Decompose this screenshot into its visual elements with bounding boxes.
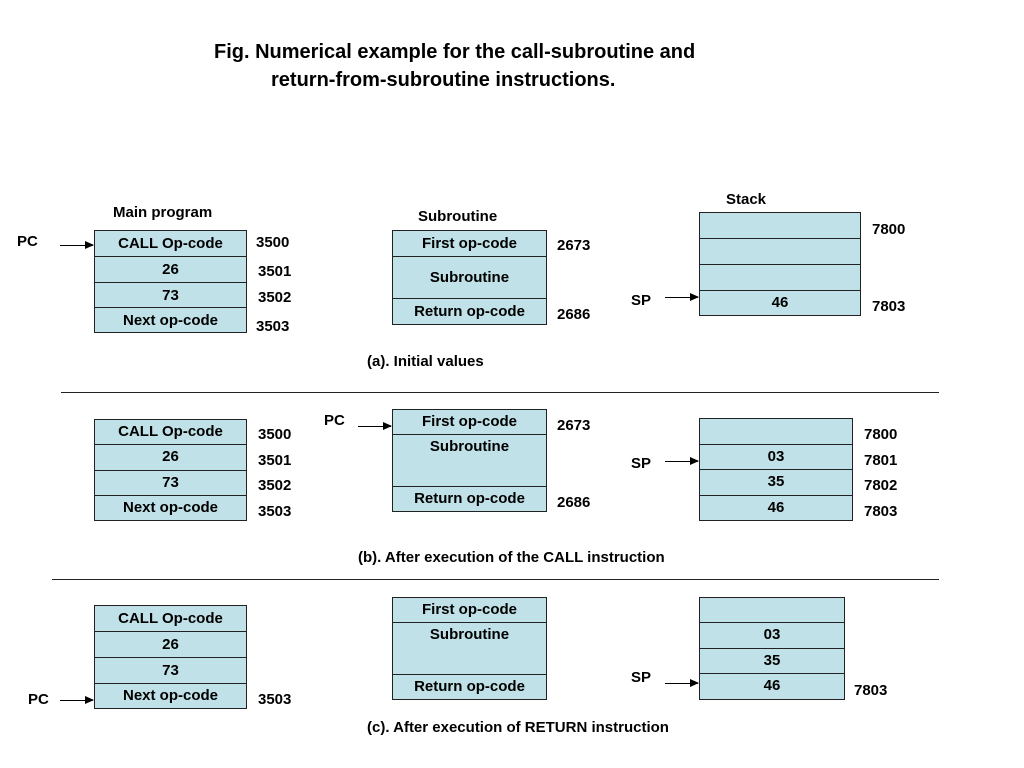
stack-address-7803: 7803 (864, 503, 898, 520)
sub-cell-first: First op-code (392, 597, 547, 623)
caption-a: (a). Initial values (367, 353, 484, 370)
main-cell-73: 73 (94, 282, 247, 309)
address-2686: 2686 (557, 306, 591, 323)
sub-cell-first: First op-code (392, 230, 547, 257)
sp-label: SP (631, 669, 652, 686)
stack-address-7802: 7802 (864, 477, 898, 494)
main-program-heading: Main program (113, 204, 213, 221)
main-cell-call: CALL Op-code (94, 230, 247, 257)
address-3503: 3503 (258, 691, 292, 708)
stack-cell: 35 (699, 648, 845, 674)
stack-cell (699, 264, 861, 291)
sub-cell-return: Return op-code (392, 674, 547, 700)
address-3501: 3501 (258, 452, 292, 469)
sp-arrow (665, 683, 698, 684)
sub-cell-return: Return op-code (392, 486, 547, 512)
stack-cell: 46 (699, 290, 861, 316)
stack-cell: 35 (699, 469, 853, 496)
main-cell-73: 73 (94, 657, 247, 684)
stack-address-7800: 7800 (872, 221, 906, 238)
sp-label: SP (631, 292, 652, 309)
sp-arrow (665, 297, 698, 298)
address-3503: 3503 (258, 503, 292, 520)
stack-cell: 03 (699, 622, 845, 649)
sp-arrow (665, 461, 698, 462)
pc-label: PC (17, 233, 38, 250)
pc-arrow (60, 245, 93, 246)
stack-cell (699, 238, 861, 265)
address-2686: 2686 (557, 494, 591, 511)
stack-cell: 03 (699, 444, 853, 470)
stack-address-7801: 7801 (864, 452, 898, 469)
address-2673: 2673 (557, 237, 591, 254)
stack-cell (699, 418, 853, 445)
sub-cell-body: Subroutine (392, 434, 547, 487)
address-2673: 2673 (557, 417, 591, 434)
address-3502: 3502 (258, 289, 292, 306)
pc-arrow (358, 426, 391, 427)
caption-c: (c). After execution of RETURN instruction (367, 719, 669, 736)
main-cell-26: 26 (94, 631, 247, 658)
sp-label: SP (631, 455, 652, 472)
sub-cell-first: First op-code (392, 409, 547, 435)
address-3500: 3500 (256, 234, 290, 251)
stack-cell: 46 (699, 673, 845, 700)
stack-address-7800: 7800 (864, 426, 898, 443)
address-3502: 3502 (258, 477, 292, 494)
pc-label: PC (324, 412, 345, 429)
figure-title-line1: Fig. Numerical example for the call-subroutine and (214, 41, 696, 63)
subroutine-heading: Subroutine (418, 208, 498, 225)
stack-cell (699, 212, 861, 239)
stack-address-7803: 7803 (872, 298, 906, 315)
stack-cell (699, 597, 845, 623)
main-cell-next: Next op-code (94, 307, 247, 333)
main-cell-26: 26 (94, 256, 247, 283)
main-cell-73: 73 (94, 470, 247, 496)
stack-address-7803: 7803 (854, 682, 888, 699)
address-3500: 3500 (258, 426, 292, 443)
sub-cell-return: Return op-code (392, 298, 547, 325)
pc-arrow (60, 700, 93, 701)
address-3503: 3503 (256, 318, 290, 335)
divider (52, 579, 939, 580)
stack-heading: Stack (726, 191, 767, 208)
pc-label: PC (28, 691, 49, 708)
main-cell-call: CALL Op-code (94, 605, 247, 632)
main-cell-call: CALL Op-code (94, 419, 247, 445)
stack-cell: 46 (699, 495, 853, 521)
figure-title-line2: return-from-subroutine instructions. (271, 69, 616, 91)
sub-cell-body: Subroutine (392, 256, 547, 299)
sub-cell-body: Subroutine (392, 622, 547, 675)
main-cell-next: Next op-code (94, 495, 247, 521)
caption-b: (b). After execution of the CALL instruction (358, 549, 665, 566)
divider (61, 392, 939, 393)
address-3501: 3501 (258, 263, 292, 280)
main-cell-26: 26 (94, 444, 247, 471)
main-cell-next: Next op-code (94, 683, 247, 709)
